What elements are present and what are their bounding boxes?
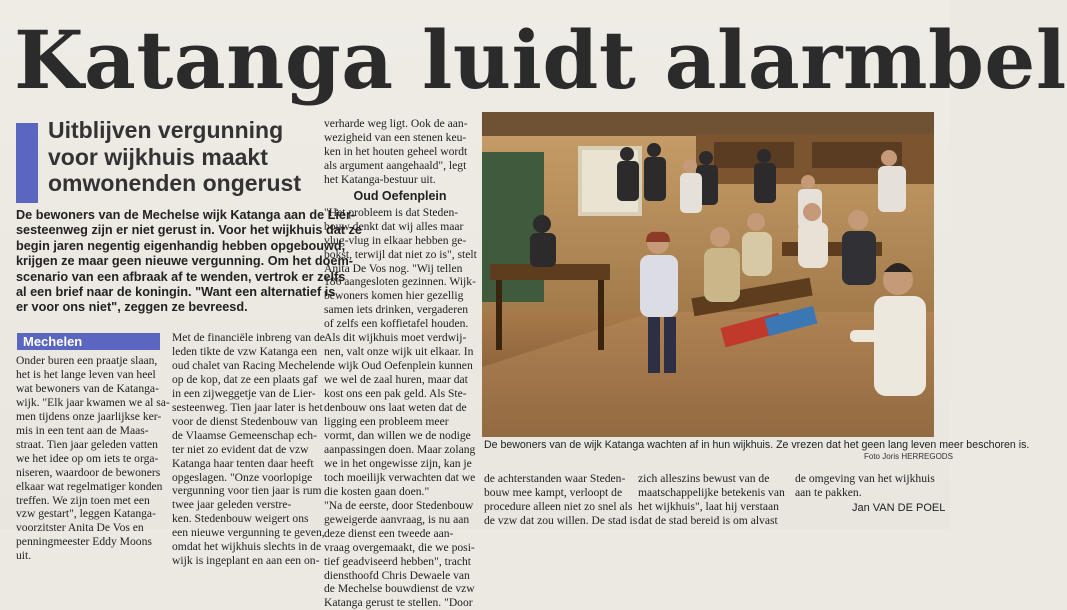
lead-line: al een brief naar de koningin. "Want een alternatief is <box>16 285 336 300</box>
text-line: vzw gestart", leggen Katanga- <box>16 507 156 521</box>
text-line: de omgeving van het wijkhuis <box>795 472 935 485</box>
text-line: ken in het houten geheel wordt <box>324 144 468 158</box>
text-line: men tijdens onze jaarlijkse ker- <box>16 409 162 423</box>
lead-line: krijgen ze maar geen nieuwe vergunning. Om het doem- <box>16 254 353 269</box>
article-column-1 <box>16 354 170 563</box>
text-line: verharde weg ligt. Ook de aan- <box>324 117 468 130</box>
text-line: maatschappelijke betekenis van <box>638 485 785 499</box>
text-line: zich alleszins bewust van de <box>638 472 770 485</box>
text-line: mis in een tent aan de Maas- <box>16 423 149 437</box>
text-line: geweigerde aanvraag, is nu aan <box>324 512 470 526</box>
text-line: nen, valt onze wijk uit elkaar. In <box>324 345 474 359</box>
text-line: 186 aangesloten gezinnen. Wijk- <box>324 275 476 289</box>
lead-paragraph <box>16 208 362 316</box>
article-column-3 <box>324 117 476 610</box>
text-line: de Mechelse bouwdienst de vzw <box>324 582 475 596</box>
text-line: Anita De Vos nog. "Wij tellen <box>324 261 463 275</box>
text-line: penningmeester Eddy Moons <box>16 535 152 549</box>
text-line: procedure alleen niet zo snel als <box>484 499 633 513</box>
text-line: het wijkhuis", laat hij verstaan <box>638 499 779 513</box>
article-column-2 <box>172 331 325 568</box>
text-line: de wijk Oud Oefenplein kunnen <box>324 359 473 373</box>
text-line: ken. Stedenbouw weigert ons <box>172 512 309 526</box>
text-line: Als dit wijkhuis moet verdwij- <box>324 331 467 345</box>
text-line: het is het lange leven van heel <box>16 367 156 381</box>
text-line: aan te pakken. <box>795 485 862 499</box>
text-line: omdat het wijkhuis slechts in de <box>172 540 322 554</box>
text-line: de vzw dat zou willen. De stad is <box>484 513 638 527</box>
text-line: die kosten gaan doen." <box>324 484 430 498</box>
text-line: ter niet zo evident dat de vzw <box>172 442 309 456</box>
text-line: tief geadviseerd hebben", tracht <box>324 554 472 568</box>
text-line: sesteenweg. Tien jaar later is het <box>172 400 323 414</box>
text-line: Katanga gerust te stellen. "Door <box>324 596 473 610</box>
text-line: vlug-vlug in elkaar hebben ge- <box>324 233 467 247</box>
text-line: deze dienst een tweede aan- <box>324 526 454 540</box>
text-line: denbouw ons laat weten dat de <box>324 401 467 415</box>
text-line: toch moeilijk verwachten dat we <box>324 470 476 484</box>
text-line: elkaar wat regelmatiger konden <box>16 479 163 493</box>
lead-line: sesteenweg zijn er niet gerust in. Voor het wijkhuis dat ze <box>16 223 362 238</box>
text-line: in een zijweggetje van de Lier- <box>172 386 316 400</box>
text-line: Onder buren een praatje slaan, <box>16 354 158 367</box>
wijkhuis-photo <box>482 112 934 437</box>
text-line: aanpassingen doen. Maar zolang <box>324 442 476 456</box>
subhead-line: Uitblijven vergunning <box>48 117 284 143</box>
text-line: bouw mee kampt, verloopt de <box>484 485 623 499</box>
photo-credit: Foto Joris HERREGODS <box>864 452 953 461</box>
text-line: niseren, waardoor de bewoners <box>16 465 161 479</box>
text-line: een nieuwe vergunning te geven, <box>172 526 325 540</box>
byline: Jan VAN DE POEL <box>852 502 946 514</box>
subhead-line: voor wijkhuis maakt <box>48 143 268 170</box>
text-line: op de kop, dat ze een plaats gaf <box>172 372 318 386</box>
article-column-5 <box>638 472 788 528</box>
text-line: Katanga haar tenten daar heeft <box>172 456 314 470</box>
text-line: bewoners komen hier gezellig <box>324 289 464 303</box>
text-line: we in het ongewisse zijn, kan je <box>324 456 472 470</box>
text-line: wijk. "Elk jaar kwamen we al sa- <box>16 395 170 409</box>
text-line: wat bewoners van de Katanga- <box>16 381 159 395</box>
lead-line: er voor ons niet", zeggen ze bevreesd. <box>16 300 248 315</box>
article-column-4 <box>484 472 638 528</box>
dateline-label: Mechelen <box>17 333 160 350</box>
text-line: ligging een probleem meer <box>324 415 449 429</box>
text-line: we het idee op om iets te orga- <box>16 451 159 465</box>
text-line: Met de financiële inbreng van de <box>172 331 325 344</box>
text-line: kost ons een pak geld. Als Ste- <box>324 387 467 401</box>
photo-illustration <box>482 112 934 437</box>
article-column-6 <box>795 472 945 500</box>
text-line: vraag overgemaakt, die we posi- <box>324 540 475 554</box>
text-line: vergunning voor tien jaar is rum <box>172 484 322 498</box>
text-line: samen iets drinken, vergaderen <box>324 303 469 317</box>
text-line: twee jaar geleden verstre- <box>172 498 292 512</box>
text-line: treffen. We zijn toen met een <box>16 493 150 507</box>
lead-line: De bewoners van de Mechelse wijk Katanga aan de Lier- <box>16 208 356 222</box>
text-line: vormt, dan willen we de nodige <box>324 428 471 442</box>
text-line: voor de dienst Stedenbouw van <box>172 414 318 428</box>
text-line: diensthoofd Chris Dewaele van <box>324 568 470 582</box>
subhead-line: omwonenden ongerust <box>48 170 301 196</box>
lead-line: scenario van een afbraak af te wenden, vertrok er zelfs <box>16 269 346 284</box>
photo-caption: De bewoners van de wijk Katanga wachten af in hun wijkhuis. Ze vrezen dat het geen lang leven meer beschoren is. <box>484 439 1030 451</box>
text-line: leden tikte de vzw Katanga een <box>172 344 318 358</box>
text-line: de Vlaamse Gemeenschap ech- <box>172 428 317 442</box>
text-line: opgeslagen. "Onze voorlopige <box>172 470 313 484</box>
headline: Katanga luidt alarmbel <box>14 13 1067 107</box>
subhead-accent-bar <box>16 123 38 203</box>
text-line: bokst, terwijl dat niet zo is", stelt <box>324 247 477 261</box>
text-line: de achterstanden waar Steden- <box>484 472 626 485</box>
text-line: we wel de zaal huren, maar dat <box>324 373 468 387</box>
text-line: als argument aangehaald", legt <box>324 158 467 172</box>
text-line: het Katanga-bestuur uit. <box>324 172 436 186</box>
text-line: bouw denkt dat wij alles maar <box>324 219 464 233</box>
text-line: wijk is ingeplant en aan een on- <box>172 554 320 568</box>
lead-line: begin jaren negentig eigenhandig hebben opgebouwd, <box>16 238 346 253</box>
text-line: "Het probleem is dat Steden- <box>324 205 459 219</box>
intertitle: Oud Oefenplein <box>353 188 447 203</box>
text-line: dat de stad bereid is om alvast <box>638 513 778 527</box>
text-line: straat. Tien jaar geleden vatten <box>16 437 158 451</box>
subheadline <box>48 117 318 197</box>
text-line: oud chalet van Racing Mechelen <box>172 358 324 372</box>
text-line: uit. <box>16 549 32 563</box>
text-line: voorzitster Anita De Vos en <box>16 521 144 535</box>
text-line: wezigheid van een stenen keu- <box>324 130 467 144</box>
text-line: of zelfs een koffietafel houden. <box>324 317 469 331</box>
text-line: "Na de eerste, door Stedenbouw <box>324 498 474 512</box>
